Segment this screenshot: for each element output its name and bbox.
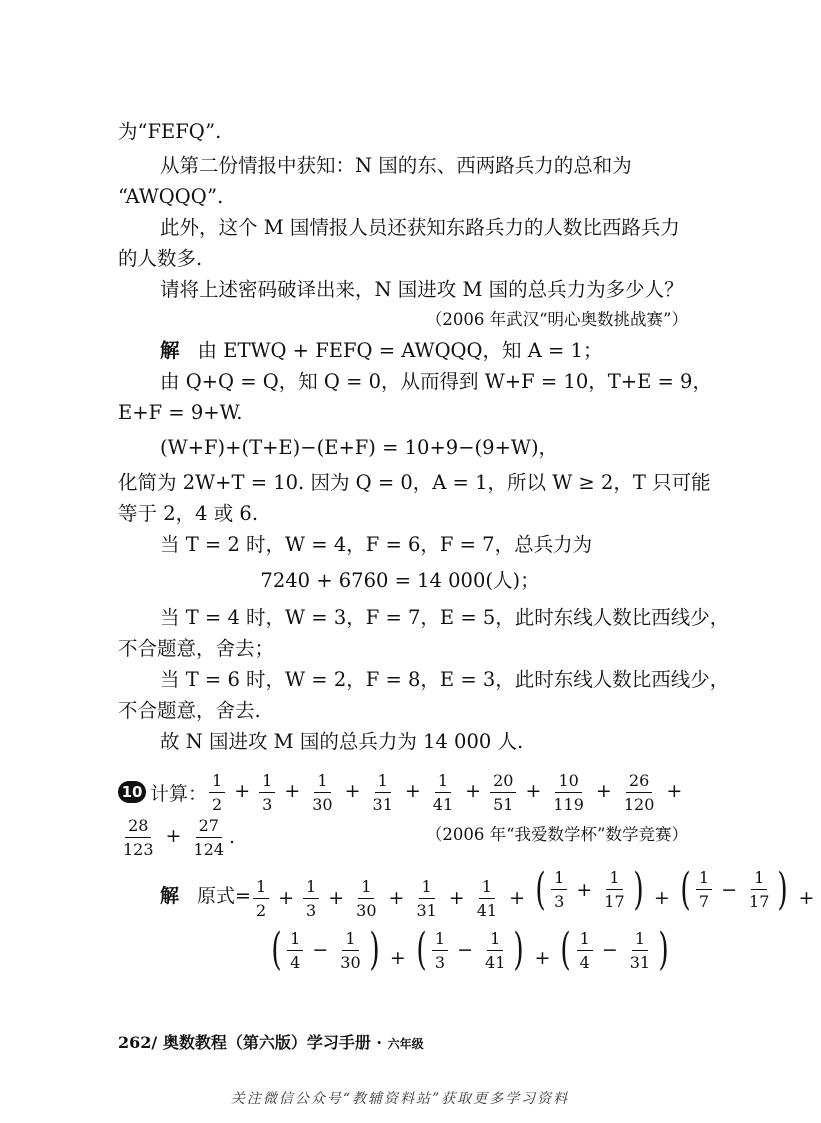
fraction xyxy=(209,771,225,814)
fraction-numerator: 1 xyxy=(303,877,319,899)
fraction-numerator: 1 xyxy=(419,877,435,899)
fraction-numerator: 1 xyxy=(314,771,330,793)
fraction xyxy=(253,877,269,920)
fraction-sum xyxy=(207,771,689,814)
operator: − xyxy=(457,939,474,961)
parenthesized-group xyxy=(557,924,672,975)
fraction-denominator: 7 xyxy=(698,892,710,912)
fraction-numerator: 1 xyxy=(577,929,593,951)
text-line: 化简为 2W+T = 10. 因为 Q = 0，A = 1，所以 W ≥ 2，T 只可能 xyxy=(118,471,711,494)
fraction xyxy=(337,929,363,972)
fraction xyxy=(120,816,157,859)
operator: + xyxy=(404,780,421,802)
book-title: 奥数教程（第六版）学习手册 xyxy=(157,1033,371,1052)
solution-10-line-2 xyxy=(268,922,672,978)
problem-question: 请将上述密码破译出来，N 国进攻 M 国的总兵力为多少人？ xyxy=(160,278,684,301)
conclusion-line: 故 N 国进攻 M 国的总兵力为 14 000 人. xyxy=(160,730,524,753)
fraction-numerator: 1 xyxy=(358,877,374,899)
fraction-denominator: 17 xyxy=(749,892,770,912)
fraction xyxy=(746,868,772,911)
text-line: 此外，这个 M 国情报人员还获知东路兵力的人数比西路兵力 xyxy=(160,216,680,239)
fraction-denominator: 3 xyxy=(306,901,317,921)
solution-label: 解 xyxy=(160,339,180,362)
equation-line: 7240 + 6760 = 14 000(人)； xyxy=(260,569,540,592)
fraction-numerator: 1 xyxy=(259,771,275,793)
text-line: 当 T = 2 时，W = 4，F = 6，F = 7，总兵力为 xyxy=(160,533,593,556)
fraction-denominator: 3 xyxy=(434,952,446,972)
fraction-numerator: 1 xyxy=(375,771,391,793)
text-line: 当 T = 6 时，W = 2，F = 8，E = 3，此时东线人数比西线少， xyxy=(160,668,730,691)
fraction xyxy=(259,771,275,814)
fraction-denominator: 41 xyxy=(432,794,454,814)
fraction-denominator: 41 xyxy=(476,901,498,921)
fraction xyxy=(474,877,500,920)
fraction-numerator: 20 xyxy=(490,771,516,793)
source-citation: （2006 年武汉“明心奥数挑战赛”） xyxy=(425,310,688,329)
fraction-numerator: 27 xyxy=(196,816,222,838)
fraction-denominator: 4 xyxy=(579,952,590,972)
fraction xyxy=(370,771,396,814)
equation-line: (W+F)+(T+E)−(E+F) = 10+9−(9+W)， xyxy=(160,436,559,459)
fraction-numerator: 1 xyxy=(342,929,358,951)
right-paren: ) xyxy=(369,924,380,975)
operator: + xyxy=(525,780,542,802)
solution-text: 由 ETWQ + FEFQ = AWQQQ，知 A = 1； xyxy=(197,339,603,362)
operator: + xyxy=(234,780,251,802)
fraction xyxy=(482,929,508,972)
operator: + xyxy=(278,886,295,909)
source-citation: （2006 年“我爱数学杯”数学竞赛） xyxy=(425,825,688,844)
parenthesized-group xyxy=(677,863,792,915)
fraction xyxy=(287,929,303,972)
operator: + xyxy=(534,947,551,969)
text-line: 等于 2，4 或 6. xyxy=(118,502,259,525)
fraction-numerator: 28 xyxy=(125,816,151,838)
fraction-denominator: 3 xyxy=(262,794,273,814)
fraction-numerator: 1 xyxy=(487,929,503,951)
right-paren: ) xyxy=(658,924,669,975)
parenthesized-group xyxy=(268,924,383,975)
fraction-denominator: 30 xyxy=(356,901,377,921)
solution-line xyxy=(160,336,730,366)
fraction-numerator: 1 xyxy=(253,877,269,899)
fraction-numerator: 1 xyxy=(209,771,225,793)
problem-10-line-2 xyxy=(118,812,235,862)
parenthesized-group xyxy=(413,924,528,975)
fraction-numerator: 26 xyxy=(626,771,652,793)
fraction-denominator: 123 xyxy=(123,839,154,859)
fraction-numerator: 1 xyxy=(751,868,767,890)
fraction-denominator: 31 xyxy=(416,901,437,921)
fraction-denominator: 4 xyxy=(290,952,301,972)
grade-label: 六年级 xyxy=(387,1037,424,1051)
left-paren: ( xyxy=(271,924,282,975)
separator-dot: · xyxy=(376,1033,382,1052)
solution-10-line-1 xyxy=(160,863,821,922)
fraction xyxy=(413,877,439,920)
fraction xyxy=(621,771,658,814)
period: . xyxy=(229,826,236,848)
parenthesized-group xyxy=(532,863,647,915)
solution-label: 解 xyxy=(160,884,180,907)
left-paren: ( xyxy=(560,924,572,975)
text-line: 不合题意，舍去. xyxy=(118,699,261,722)
left-paren: ( xyxy=(680,863,691,915)
operator: − xyxy=(312,939,329,961)
operator: + xyxy=(798,886,815,909)
left-paren: ( xyxy=(416,924,427,975)
fraction-numerator: 1 xyxy=(696,868,712,890)
operator: − xyxy=(721,878,738,901)
fraction xyxy=(353,877,379,920)
fraction-denominator: 124 xyxy=(193,839,225,859)
right-paren: ) xyxy=(633,863,644,915)
fraction-sum xyxy=(118,816,229,859)
fraction-denominator: 51 xyxy=(493,794,514,814)
text-line: E+F = 9+W. xyxy=(118,401,243,424)
watermark-note: 关注微信公众号“教辅资料站”获取更多学习资料 xyxy=(230,1091,570,1107)
operator: − xyxy=(601,939,618,961)
operator: + xyxy=(576,878,593,901)
fraction-expression xyxy=(251,863,821,921)
problem-label: 计算： xyxy=(150,782,208,805)
fraction-numerator: 1 xyxy=(632,929,648,951)
fraction-denominator: 30 xyxy=(340,952,361,972)
problem-number-badge: 10 xyxy=(118,781,146,803)
text-line: 的人数多. xyxy=(118,247,203,270)
fraction-numerator: 1 xyxy=(606,868,622,890)
fraction xyxy=(696,868,712,911)
fraction xyxy=(551,868,567,911)
fraction-denominator: 31 xyxy=(629,952,651,972)
fraction xyxy=(601,868,627,911)
text-line: 不合题意，舍去； xyxy=(118,637,275,660)
operator: + xyxy=(595,780,612,802)
fraction-numerator: 1 xyxy=(432,929,448,951)
fraction-denominator: 31 xyxy=(372,794,393,814)
fraction xyxy=(490,771,516,814)
fraction-denominator: 119 xyxy=(553,794,584,814)
text-line: 由 Q+Q = Q，知 Q = 0，从而得到 W+F = 10，T+E = 9， xyxy=(160,370,712,393)
operator: + xyxy=(328,886,345,909)
fraction-numerator: 1 xyxy=(435,771,451,793)
fraction xyxy=(577,929,593,972)
fraction-denominator: 2 xyxy=(212,794,223,814)
text-line: 为“FEFQ”. xyxy=(118,120,222,143)
fraction-denominator: 17 xyxy=(604,892,625,912)
solution-start: 原式= xyxy=(197,884,251,907)
left-paren: ( xyxy=(535,863,546,915)
fraction-denominator: 120 xyxy=(623,794,655,814)
operator: + xyxy=(165,825,182,847)
fraction xyxy=(627,929,653,972)
fraction-denominator: 3 xyxy=(554,892,565,912)
fraction xyxy=(430,771,456,814)
fraction xyxy=(309,771,335,814)
fraction-denominator: 41 xyxy=(485,952,506,972)
text-line: “AWQQQ”. xyxy=(118,185,224,208)
operator: + xyxy=(465,780,482,802)
problem-10-line-1 xyxy=(118,767,689,817)
fraction-numerator: 1 xyxy=(287,929,303,951)
page-footer xyxy=(118,1030,424,1053)
page-number: 262/ xyxy=(118,1033,158,1052)
fraction xyxy=(432,929,448,972)
fraction xyxy=(303,877,319,920)
fraction-numerator: 1 xyxy=(551,868,567,890)
right-paren: ) xyxy=(777,863,789,915)
fraction xyxy=(190,816,227,859)
operator: + xyxy=(344,780,361,802)
operator: + xyxy=(388,886,405,909)
text-line: 从第二份情报中获知：N 国的东、西两路兵力的总和为 xyxy=(160,154,632,177)
text-line: 当 T = 4 时，W = 3，F = 7，E = 5，此时东线人数比西线少， xyxy=(160,606,730,629)
fraction-denominator: 30 xyxy=(312,794,333,814)
operator: + xyxy=(284,780,301,802)
operator: + xyxy=(666,780,683,802)
fraction-numerator: 1 xyxy=(479,877,495,899)
fraction xyxy=(550,771,587,814)
operator: + xyxy=(448,886,465,909)
operator: + xyxy=(509,886,525,909)
operator: + xyxy=(653,886,670,909)
fraction-numerator: 10 xyxy=(555,771,581,793)
right-paren: ) xyxy=(513,924,525,975)
operator: + xyxy=(389,947,406,969)
fraction-denominator: 2 xyxy=(255,901,267,921)
fraction-expression xyxy=(268,924,672,975)
